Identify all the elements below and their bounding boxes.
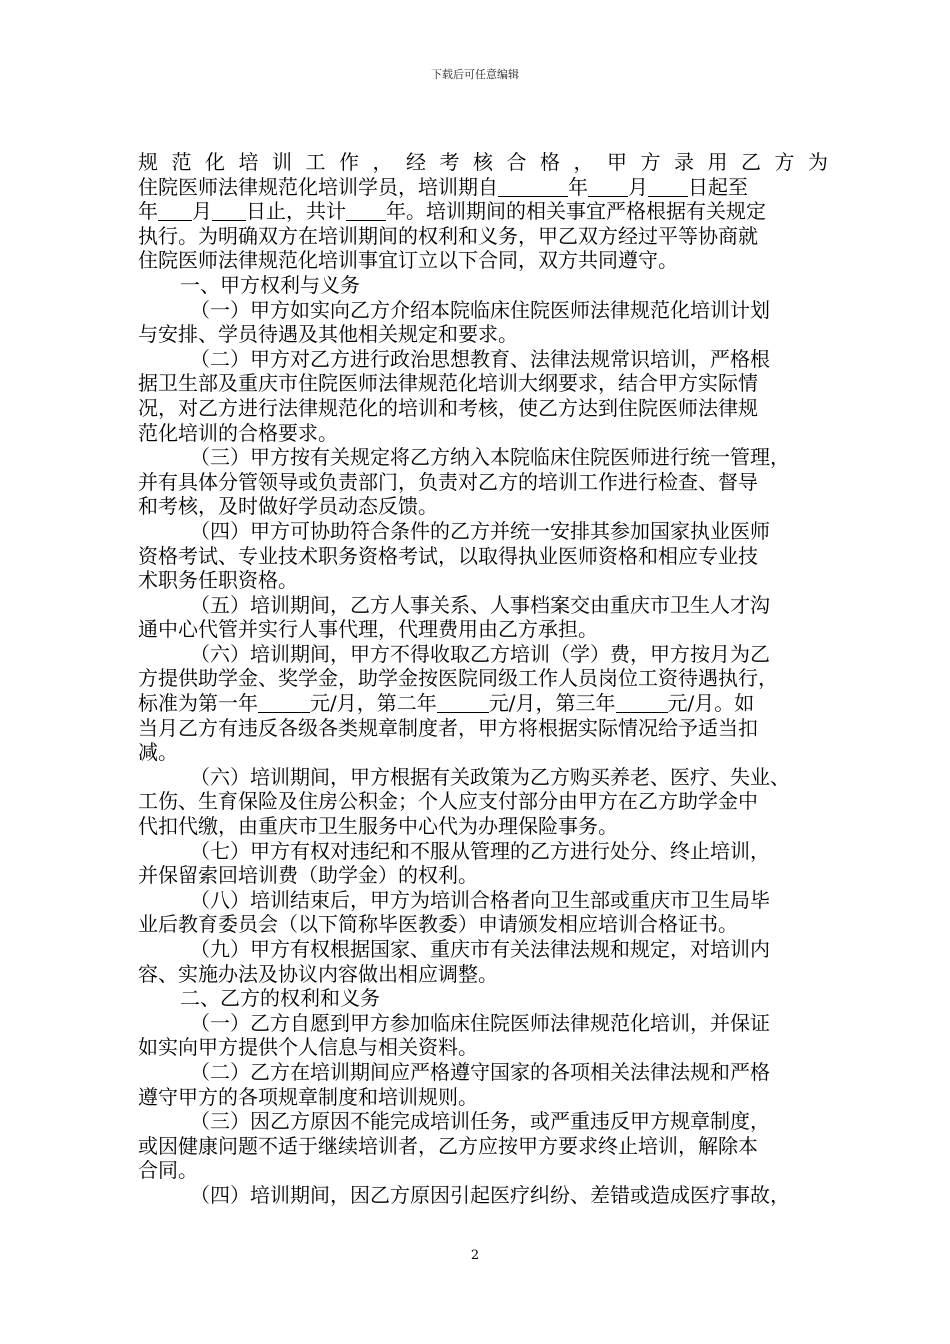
- stipend-year3-blank[interactable]: [616, 693, 668, 713]
- clause-line: 资格考试、专业技术职务资格考试，以取得执业医师资格和相应专业技: [138, 543, 758, 568]
- intro-line: 住院医师法律规范化培训事宜订立以下合同，双方共同遵守。: [138, 248, 678, 273]
- clause-line: 当月乙方有违反各级各类规章制度者，甲方将根据实际情况给予适当扣: [138, 715, 758, 740]
- clause-line: 术职务任职资格。: [138, 568, 298, 593]
- month-blank[interactable]: [158, 201, 192, 221]
- page-number: 2: [470, 1248, 480, 1263]
- clause-line: 工伤、生育保险及住房公积金；个人应支付部分由甲方在乙方助学金中: [138, 789, 758, 814]
- intro-line: 规范化培训工作，经考核合格，甲方录用乙方为: [138, 150, 828, 174]
- clause-line: 容、实施办法及协议内容做出相应调整。: [138, 961, 498, 986]
- clause-line: （三）因乙方原因不能完成培训任务，或严重违反甲方规章制度，: [190, 1109, 770, 1134]
- clause-line: （四）甲方可协助符合条件的乙方并统一安排其参加国家执业医师: [190, 518, 770, 543]
- day-blank[interactable]: [212, 201, 246, 221]
- clause-line: 或因健康问题不适于继续培训者，乙方应按甲方要求终止培训，解除本: [138, 1133, 758, 1158]
- clause-line: （六）培训期间，甲方根据有关政策为乙方购买养老、医疗、失业、: [190, 764, 790, 789]
- clause-line: 业后教育委员会（以下简称毕医教委）申请颁发相应培训合格证书。: [138, 912, 738, 937]
- clause-line: 并有具体分管领导或负责部门，负责对乙方的培训工作进行检查、督导: [138, 469, 758, 494]
- contract-body: [138, 150, 828, 1208]
- section-heading: 二、乙方的权利和义务: [180, 986, 380, 1011]
- years-blank[interactable]: [346, 201, 386, 221]
- clause-line: 范化培训的合格要求。: [138, 420, 338, 445]
- month-blank[interactable]: [588, 177, 628, 197]
- stipend-year2-blank[interactable]: [437, 693, 489, 713]
- clause-line: （五）培训期间，乙方人事关系、人事档案交由重庆市卫生人才沟: [190, 592, 770, 617]
- clause-line: 和考核，及时做好学员动态反馈。: [138, 494, 438, 519]
- clause-line: 并保留索回培训费（助学金）的权利。: [138, 863, 478, 888]
- clause-line: 通中心代管并实行人事代理，代理费用由乙方承担。: [138, 617, 598, 642]
- clause-line: （九）甲方有权根据国家、重庆市有关法律法规和规定，对培训内: [190, 937, 770, 961]
- clause-line: 如实向甲方提供个人信息与相关资料。: [138, 1035, 478, 1060]
- clause-line: （七）甲方有权对违纪和不服从管理的乙方进行处分、终止培训，: [190, 838, 770, 863]
- clause-line: 代扣代缴，由重庆市卫生服务中心代为办理保险事务。: [138, 814, 618, 839]
- intro-line: 年 月 日止，共计 年。培训期间的相关事宜严格根据有关规定: [138, 199, 766, 224]
- page-header: 下载后可任意编辑: [431, 68, 519, 81]
- clause-line: 方提供助学金、奖学金，助学金按医院同级工作人员岗位工资待遇执行，: [138, 666, 778, 691]
- clause-line: 据卫生部及重庆市住院医师法律规范化培训大纲要求，结合甲方实际情: [138, 371, 758, 396]
- clause-line: 遵守甲方的各项规章制度和培训规则。: [138, 1084, 478, 1109]
- clause-line: 减。: [138, 740, 178, 765]
- clause-line: （四）培训期间，因乙方原因引起医疗纠纷、差错或造成医疗事故，: [190, 1182, 790, 1207]
- clause-line: （二）甲方对乙方进行政治思想教育、法律法规常识培训，严格根: [190, 346, 770, 371]
- stipend-year1-blank[interactable]: [258, 693, 310, 713]
- clause-line: 合同。: [138, 1158, 198, 1183]
- clause-line: （一）甲方如实向乙方介绍本院临床住院医师法律规范化培训计划: [190, 297, 770, 322]
- clause-line: （六）培训期间，甲方不得收取乙方培训（学）费，甲方按月为乙: [190, 641, 770, 666]
- day-blank[interactable]: [648, 177, 688, 197]
- clause-line: （一）乙方自愿到甲方参加临床住院医师法律规范化培训，并保证: [190, 1010, 770, 1035]
- clause-line: 况，对乙方进行法律规范化的培训和考核，使乙方达到住院医师法律规: [138, 395, 758, 420]
- intro-line: 住院医师法律规范化培训学员，培训期自 年 月 日起至: [138, 174, 748, 199]
- clause-line: （三）甲方按有关规定将乙方纳入本院临床住院医师进行统一管理，: [190, 445, 790, 470]
- clause-line: 标准为第一年 元/月，第二年 元/月，第三年 元/月。如: [138, 691, 755, 716]
- clause-line: （二）乙方在培训期间应严格遵守国家的各项相关法律法规和严格: [190, 1059, 770, 1084]
- clause-line: （八）培训结束后，甲方为培训合格者向卫生部或重庆市卫生局毕: [190, 887, 770, 912]
- clause-line: 与安排、学员待遇及其他相关规定和要求。: [138, 322, 518, 347]
- intro-line: 执行。为明确双方在培训期间的权利和义务，甲乙双方经过平等协商就: [138, 223, 758, 248]
- section-heading: 一、甲方权利与义务: [180, 272, 360, 297]
- year-blank[interactable]: [498, 177, 568, 197]
